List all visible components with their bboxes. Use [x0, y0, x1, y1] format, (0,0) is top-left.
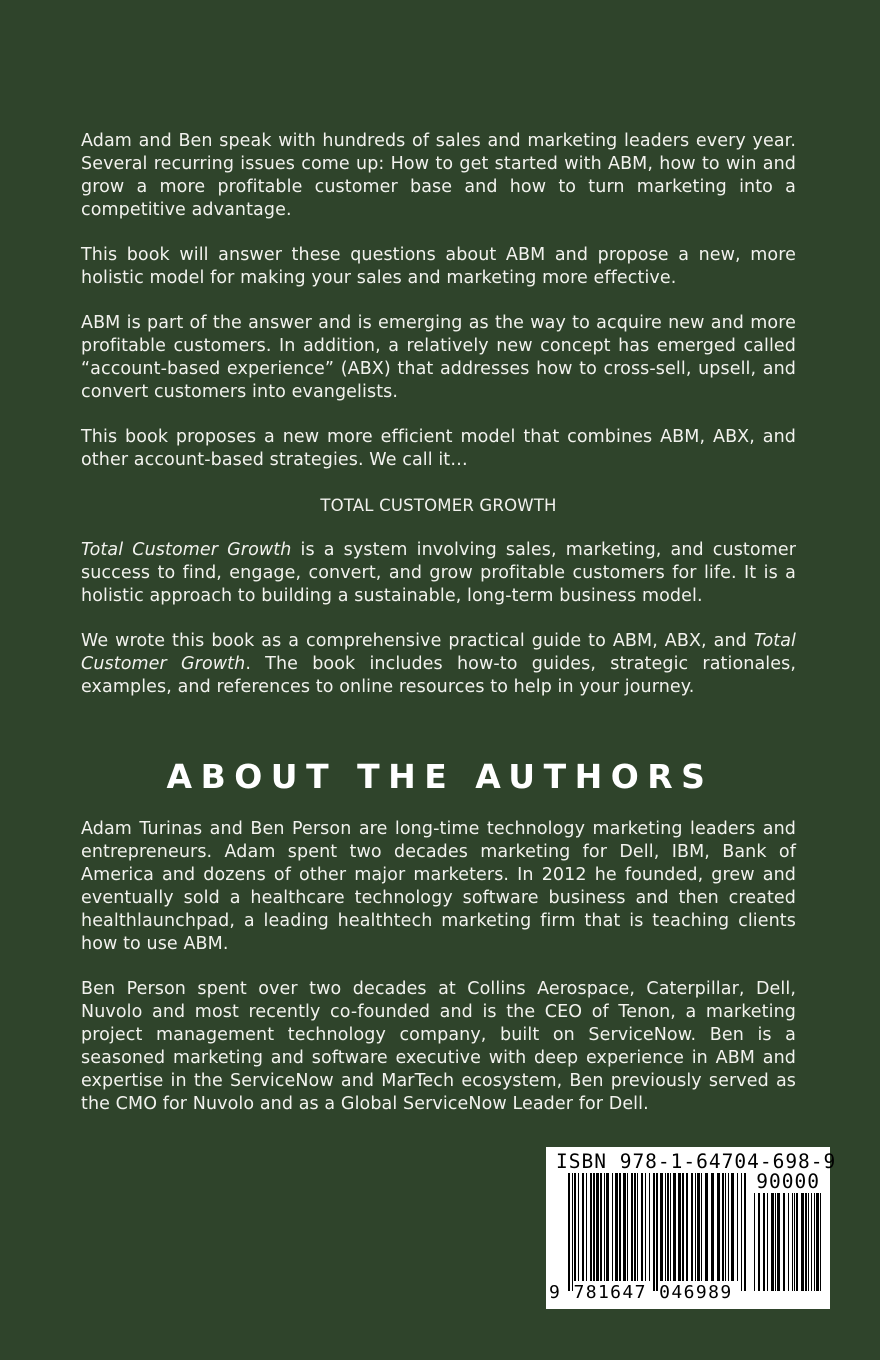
authors-paragraph-2: Ben Person spent over two decades at Collins Aerospace, Caterpillar, Dell, Nuvolo and most recently co-founded and is the CEO of Tenon, a marketing project management technology company, built on ServiceNow. Ben is a seasoned marketing and software executive with deep experience in ABM and expertise in the ServiceNow and MarTech ecosystem, Ben previously served as the CMO for Nuvolo and as a Global ServiceNow Leader for Dell. — [81, 979, 796, 1114]
barcode-bar — [637, 1173, 638, 1281]
isbn-barcode — [546, 1147, 837, 1309]
addon-bar — [811, 1193, 812, 1291]
barcode-bar — [717, 1173, 720, 1281]
isbn-number: ISBN 978-1-64704-698-9 — [556, 1150, 837, 1173]
barcode-bar — [631, 1173, 633, 1281]
barcode-bar — [568, 1173, 570, 1291]
barcode-bar — [641, 1173, 643, 1281]
barcode-bar — [695, 1173, 696, 1281]
barcode-bar — [701, 1173, 702, 1281]
barcode-bar — [697, 1173, 700, 1281]
intro-paragraph-3: ABM is part of the answer and is emerging as the way to acquire new and more profitable customers. In addition, a relatively new concept has emerged called “account-based experience” (ABX) that addresses how to cross-sell, upsell, and convert customers into evangelists. — [81, 313, 796, 402]
authors-paragraph-1: Adam Turinas and Ben Person are long-time technology marketing leaders and entrepreneurs. Adam spent two decades marketing for Dell, IBM, Bank of America and dozens of other major marketers. In 2012 he founded, grew and eventually sold a healthcare technology software business and then created healthlaunchpad, a leading healthtech marketing firm that is teaching clients how to use ABM. — [81, 819, 796, 954]
addon-bar — [775, 1193, 776, 1291]
price-code: 90000 — [756, 1170, 820, 1193]
barcode-bar — [612, 1173, 613, 1281]
barcode-bar — [731, 1173, 734, 1281]
intro-paragraph-2: This book will answer these questions about ABM and propose a new, more holistic model for making your sales and marketing more effective. — [81, 245, 796, 288]
addon-bar — [814, 1193, 815, 1291]
barcode-bar — [667, 1173, 669, 1281]
barcode-bar — [615, 1173, 618, 1281]
barcode-bar — [670, 1173, 671, 1281]
intro-paragraph-4: This book proposes a new more efficient model that combines ABM, ABX, and other account-based strategies. We call it… — [81, 427, 796, 470]
addon-bar — [794, 1193, 795, 1291]
book-title-italic-2: Total Customer Growth — [81, 631, 796, 674]
barcode-bar — [634, 1173, 636, 1281]
barcode-bar — [656, 1173, 658, 1291]
barcode-bar — [593, 1173, 595, 1281]
about-the-authors-heading: ABOUT THE AUTHORS — [166, 757, 714, 796]
barcode-bar — [619, 1173, 621, 1281]
barcode-bar — [673, 1173, 676, 1281]
barcode-bar — [623, 1173, 626, 1281]
addon-bar — [801, 1193, 804, 1291]
addon-bar — [767, 1193, 768, 1291]
book-title-italic: Total Customer Growth — [81, 540, 292, 560]
barcode-bar — [686, 1173, 688, 1281]
barcode-bar — [705, 1173, 708, 1281]
addon-bar — [792, 1193, 793, 1291]
total-customer-growth-heading: TOTAL CUSTOMER GROWTH — [320, 496, 557, 515]
paragraph-6-start: We wrote this book as a comprehensive practical guide to ABM, ABX, and — [81, 631, 754, 651]
barcode-bar — [691, 1173, 693, 1281]
barcode-bar — [596, 1173, 599, 1281]
addon-bar — [796, 1193, 798, 1291]
barcode-bar — [649, 1173, 650, 1281]
intro-paragraph-6 — [81, 630, 796, 699]
intro-paragraph-1: Adam and Ben speak with hundreds of sales and marketing leaders every year. Several recurring issues come up: How to get started with ABM, how to win and grow a more profitable customer base and how to turn marketing into a competitive advantage. — [81, 131, 796, 220]
barcode-bar — [741, 1173, 742, 1291]
barcode-bar — [744, 1173, 746, 1291]
barcode-bar — [653, 1173, 655, 1291]
barcode-bar — [645, 1173, 646, 1281]
addon-bar — [763, 1193, 765, 1291]
barcode-bar — [627, 1173, 628, 1281]
authors-section — [81, 818, 796, 1138]
barcode-bar — [572, 1173, 573, 1291]
barcode-bar — [737, 1173, 738, 1281]
addon-bar — [783, 1193, 785, 1291]
barcode-bar — [660, 1173, 663, 1281]
barcode-bar — [711, 1173, 714, 1281]
barcode-bar — [665, 1173, 666, 1281]
addon-bar — [777, 1193, 780, 1291]
barcode-bar — [604, 1173, 605, 1281]
addon-bar — [788, 1193, 789, 1291]
paragraph-6-end: . The book includes how-to guides, strategic rationales, examples, and references to online resources to help in your journey. — [81, 654, 797, 697]
barcode-bar — [722, 1173, 724, 1281]
barcode-bar — [678, 1173, 681, 1281]
addon-bar — [805, 1193, 807, 1291]
barcode-bar — [586, 1173, 587, 1281]
intro-paragraph-5 — [81, 539, 796, 608]
addon-bar — [816, 1193, 819, 1291]
addon-bar — [771, 1193, 774, 1291]
addon-bar — [754, 1193, 755, 1291]
paragraph-5-text: is a system involving sales, marketing, and customer success to find, engage, convert, and grow profitable customers for life. It is a holistic approach to building a sustainable, long-term business model. — [81, 540, 797, 606]
barcode-bar — [682, 1173, 684, 1281]
barcode-bar — [578, 1173, 579, 1281]
barcode-bar — [600, 1173, 602, 1281]
back-cover-description — [81, 130, 796, 721]
barcode-bar — [582, 1173, 584, 1281]
addon-bar — [758, 1193, 760, 1291]
barcode-bar — [590, 1173, 592, 1281]
addon-bar — [808, 1193, 809, 1291]
barcode-bar — [725, 1173, 726, 1281]
barcode-digits: 9 781647 046989 — [549, 1282, 733, 1303]
addon-bar — [820, 1193, 821, 1291]
barcode-bar — [728, 1173, 729, 1281]
barcode-bar — [606, 1173, 609, 1281]
barcode-bar — [574, 1173, 576, 1281]
